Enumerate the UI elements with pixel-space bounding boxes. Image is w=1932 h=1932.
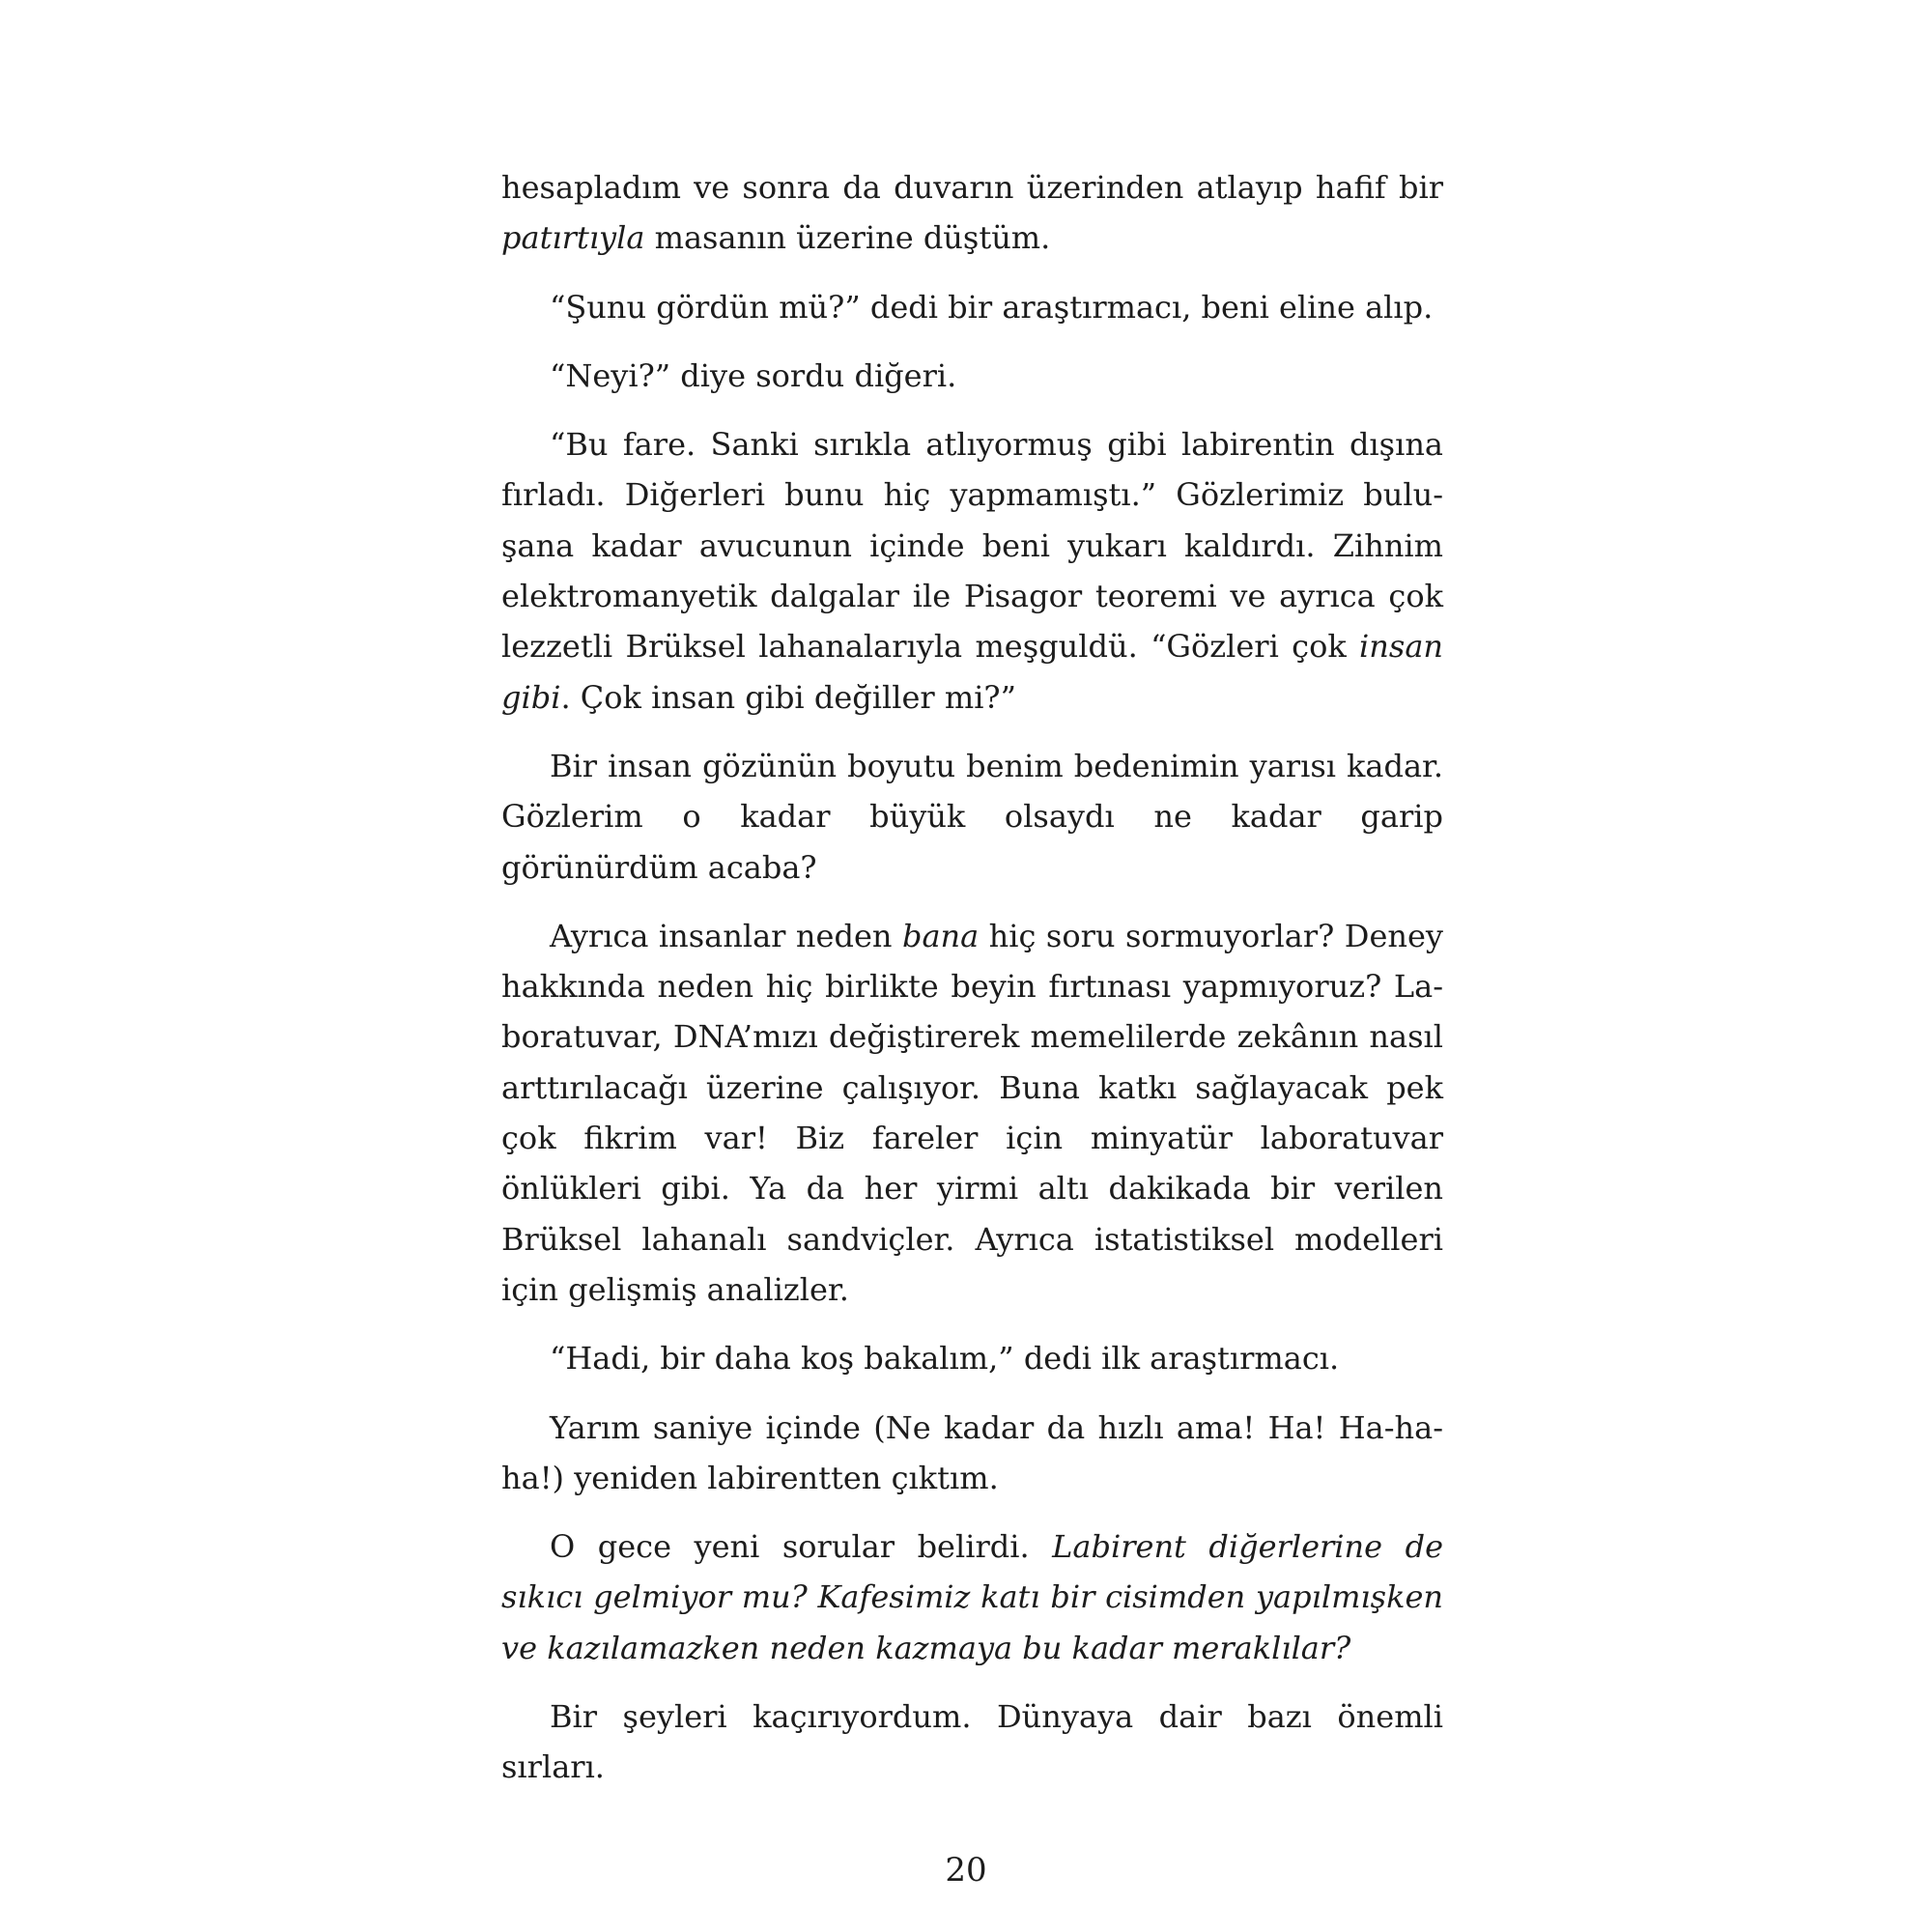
text-segment: masanın üzerine düştüm. [644, 219, 1051, 257]
text-segment: “Şunu gördün mü?” dedi bir araştırmacı, beni eline alıp. [550, 288, 1434, 326]
text-segment: “Neyi?” diye sordu diğeri. [550, 356, 957, 394]
paragraph [501, 419, 1443, 723]
text-segment: Yarım saniye içinde (Ne kadar da hızlı ama! Ha! Ha-ha-ha!) yeniden labirentten çıktım. [501, 1408, 1443, 1496]
text-segment: . Çok insan gibi değiller mi?” [560, 678, 1016, 716]
italic-text: insan gibi [501, 628, 1443, 716]
page-number: 20 [945, 1851, 987, 1889]
body-text [501, 162, 1443, 1793]
text-segment: Ayrıca insanlar neden [550, 917, 902, 954]
text-segment: O gece yeni sorular belirdi. [550, 1528, 1053, 1566]
paragraph [501, 1403, 1443, 1504]
paragraph [501, 162, 1443, 264]
italic-text: Labirent diğerlerine de sıkıcı gelmiyor mu? Kafesimiz katı bir cisimden yapılmışken ve kazılamazken neden kazmaya bu kadar meraklılar? [501, 1528, 1444, 1666]
paragraph [501, 1333, 1443, 1383]
text-segment: “Bu fare. Sanki sırıkla atlıyormuş gibi labirentin dışına fırladı. Diğerleri bunu hiç yapmamıştı.” Gözlerimiz buluşana kadar avucunun içinde beni yukarı kaldırdı. Zihnim elektromanyetik dalgalar ile Pisagor teoremi ve ayrıca çok lezzetli Brüksel lahanalarıyla meşguldü. “Gözleri çok [501, 426, 1443, 666]
paragraph [501, 1521, 1443, 1673]
text-segment: Bir insan gözünün boyutu benim bedenimin yarısı kadar. Gözlerim o kadar büyük olsaydı ne kadar garip görünürdüm acaba? [501, 747, 1443, 886]
italic-text: patırtıyla [501, 219, 645, 257]
italic-text: bana [901, 917, 980, 954]
paragraph [501, 1691, 1443, 1793]
paragraph [501, 282, 1443, 332]
text-segment: Bir şeyleri kaçırıyordum. Dünyaya dair bazı önemli sırları. [501, 1698, 1443, 1786]
text-segment: hesapladım ve sonra da duvarın üzerinden atlayıp hafif bir [501, 169, 1443, 206]
text-segment: “Hadi, bir daha koş bakalım,” dedi ilk araştırmacı. [550, 1340, 1340, 1378]
paragraph [501, 741, 1443, 893]
paragraph [501, 351, 1443, 401]
text-segment: hiç soru sormuyorlar? Deney hakkında neden hiç birlikte beyin fırtınası yapmıyoruz? Laboratuvar, DNA’mızı değiştirerek memelilerde zekânın nasıl arttırılacağı üzerine çalışıyor. Buna katkı sağlayacak pek çok fikrim var! Biz fareler için minyatür laboratuvar önlükleri gibi. Ya da her yirmi altı dakikada bir verilen Brüksel lahanalı sandviçler. Ayrıca istatistiksel modelleri için gelişmiş analizler. [501, 917, 1444, 1308]
paragraph [501, 911, 1443, 1315]
